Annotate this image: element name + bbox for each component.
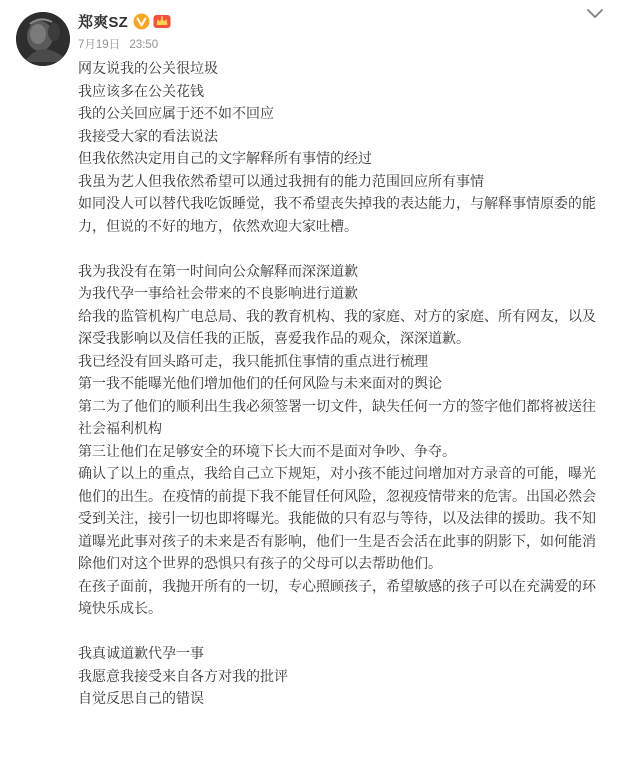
post-paragraph-17: 在孩子面前，我抛开所有的一切，专心照顾孩子，希望敏感的孩子可以在充满爱的环境快乐成长。 bbox=[78, 578, 596, 617]
author-row bbox=[78, 10, 579, 32]
post-paragraph-3: 我的公关回应属于还不如不回应 bbox=[78, 106, 274, 122]
post-paragraph-13: 第一我不能曝光他们增加他们的任何风险与未来面对的舆论 bbox=[78, 376, 442, 392]
post-paragraph-19: 我真诚道歉代孕一事 bbox=[78, 646, 204, 662]
post-paragraph-4: 我接受大家的看法说法 bbox=[78, 128, 218, 145]
user-avatar[interactable] bbox=[16, 12, 70, 66]
avatar-photo-icon bbox=[16, 12, 70, 66]
post-paragraph-15: 第三让他们在足够安全的环境下长大而不是面对争吵、争夺。 bbox=[78, 443, 456, 460]
post-header bbox=[78, 10, 579, 52]
post-paragraph-10: 为我代孕一事给社会带来的不良影响进行道歉 bbox=[78, 286, 358, 302]
paragraph-spacer bbox=[78, 621, 608, 644]
post-paragraph-1: 网友说我的公关很垃圾 bbox=[78, 61, 218, 77]
post-date[interactable]: 7月19日 bbox=[78, 39, 121, 51]
post-paragraph-21: 自觉反思自己的错误 bbox=[78, 691, 204, 707]
post-time[interactable]: 23:50 bbox=[129, 39, 159, 51]
post-paragraph-14: 第二为了他们的顺利出生我必须签署一切文件，缺失任何一方的签字他们都将被送往社会福利机构 bbox=[78, 398, 596, 437]
author-name[interactable]: 郑爽SZ bbox=[78, 13, 128, 31]
post-paragraph-12: 我已经没有回头路可走，我只能抓住事情的重点进行梳理 bbox=[78, 353, 428, 370]
post-paragraph-20: 我愿意我接受来自各方对我的批评 bbox=[78, 668, 288, 685]
post-paragraph-5: 但我依然决定用自己的文字解释所有事情的经过 bbox=[78, 151, 372, 167]
post-paragraph-2: 我应该多在公关花钱 bbox=[78, 83, 204, 100]
post-paragraph-9: 我为我没有在第一时间向公众解释而深深道歉 bbox=[78, 263, 358, 280]
post-body bbox=[78, 58, 608, 711]
member-crown-icon[interactable] bbox=[153, 13, 171, 29]
post-paragraph-16: 确认了以上的重点，我给自己立下规矩，对小孩不能过问增加对方录音的可能，曝光他们的出生。在疫情的前提下我不能冒任何风险，忽视疫情带来的危害。出国必然会受到关注，接引一切也即将曝光。我能做的只有忍与等待，以及法律的援助。我不知道曝光此事对孩子的未来是否有影响，他们一生是否会活在此事的阴影下，如何能消除他们对这个世界的恐惧只有孩子的父母可以去帮助他们。 bbox=[78, 466, 596, 572]
paragraph-spacer bbox=[78, 238, 608, 261]
post-paragraph-7: 如同没人可以替代我吃饭睡觉，我不希望丧失掉我的表达能力，与解释事情原委的能力，但说的不好的地方，依然欢迎大家吐槽。 bbox=[78, 196, 596, 235]
chevron-down-icon[interactable] bbox=[585, 6, 605, 20]
post-meta bbox=[78, 36, 579, 52]
verified-v-icon[interactable] bbox=[133, 13, 150, 30]
post-paragraph-11: 给我的监管机构广电总局、我的教育机构、我的家庭、对方的家庭、所有网友，以及深受我影响以及信任我的正版，喜爱我作品的观众，深深道歉。 bbox=[78, 308, 596, 347]
post-paragraph-6: 我虽为艺人但我依然希望可以通过我拥有的能力范围回应所有事情 bbox=[78, 173, 484, 190]
